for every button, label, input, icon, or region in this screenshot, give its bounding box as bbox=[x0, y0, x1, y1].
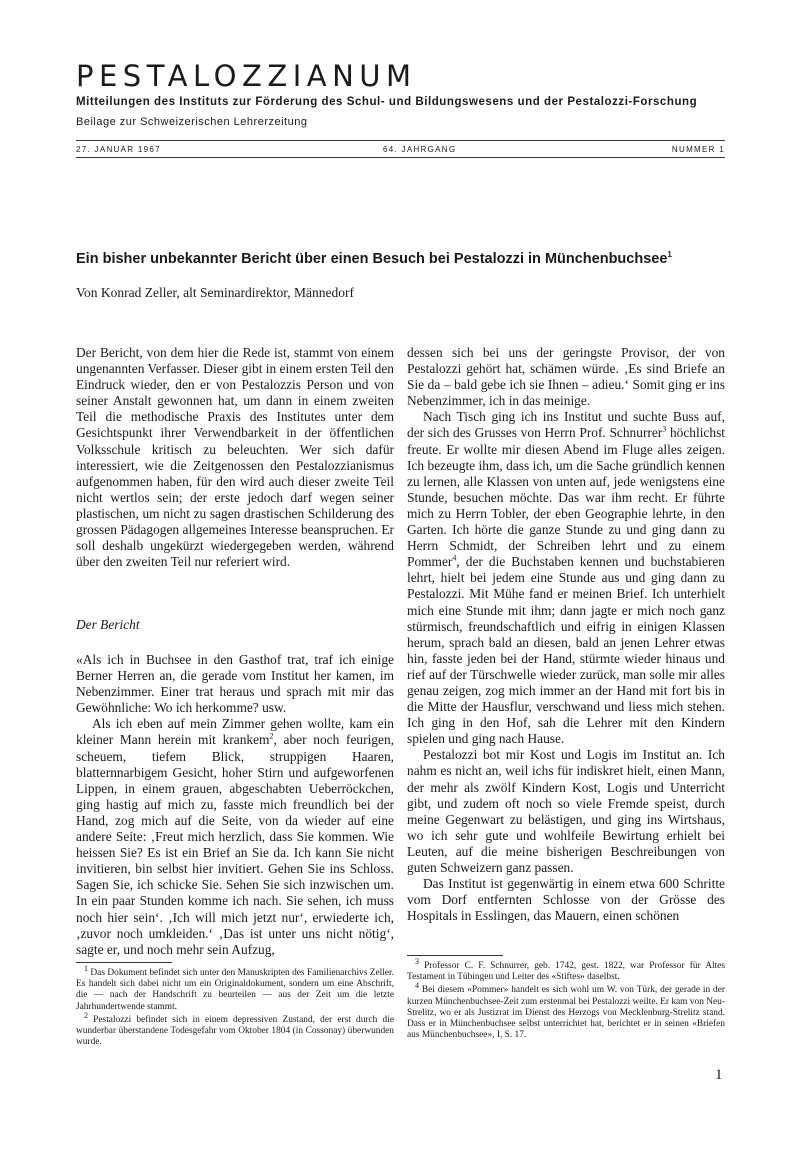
masthead-title: PESTALOZZIANUM bbox=[76, 59, 417, 93]
article-headline bbox=[76, 251, 672, 267]
headline-footnote-ref: 1 bbox=[667, 250, 672, 260]
footnote bbox=[76, 1010, 394, 1049]
footnote-text: Professor C. F. Schnurrer, geb. 1742, gest. 1822, war Professor für Altes Testament in Tübingen und Leiter des «Stiftes» daselbst. bbox=[407, 961, 725, 983]
paragraph-4a: Nach Tisch ging ich ins Institut und suchte Buss auf, der sich des Grusses von Herrn Prof. Schnurrer bbox=[407, 409, 725, 441]
footnotes-right bbox=[407, 956, 725, 1043]
intro-paragraph bbox=[76, 345, 394, 570]
footnote-ref-2: 2 bbox=[269, 732, 274, 741]
paragraph-2a: Als ich eben auf mein Zimmer gehen wollte, kam ein kleiner Mann herein mit krankem bbox=[76, 716, 394, 748]
footnote-text: Bei diesem «Pommer» handelt es sich wohl um W. von Türk, der gerade in der kurzen Münchenbuchsee-Zeit zum erstenmal bei Pestalozzi weilte. Er kam von Neu-Strelitz, wo er als Justizrat im Dienst des Herzogs von Mecklenburg-Strelitz stand. Dass er in Münchenbuchsee selbst unterrichtet hat, berichtet er in seinen «Briefen aus Münchenbuchsee», I, S. 17. bbox=[407, 985, 725, 1041]
masthead-supplement: Beilage zur Schweizerischen Lehrerzeitung bbox=[76, 116, 308, 128]
paragraph-3: dessen sich bei uns der geringste Provisor, der von Pestalozzi gehört hat, schämen würde. ‚Es sind Briefe an Sie da – bald gebe ich sie Ihnen – adieu.‘ Somit ging er ins Nebenzimmer, ich in das meinige. bbox=[407, 345, 725, 409]
footnote-text: Das Dokument befindet sich unter den Manuskripten des Familienarchivs Zeller. Es handelt sich dabei nicht um ein Originaldokument, sondern um eine Abschrift, die — nach der Handschrift zu beurteilen — aus der Zeit um die letzte Jahrhundertwende stammt. bbox=[76, 968, 394, 1012]
page-number: 1 bbox=[715, 1067, 723, 1083]
footnote bbox=[76, 963, 394, 1013]
column-left-body bbox=[76, 652, 394, 958]
issue-number: NUMMER 1 bbox=[671, 145, 725, 154]
paragraph-4 bbox=[407, 409, 725, 747]
masthead-subtitle: Mitteilungen des Instituts zur Förderung des Schul- und Bildungswesens und der Pestalozzi-Forschung bbox=[76, 96, 698, 108]
footnote-ref-3: 3 bbox=[662, 425, 667, 434]
bottom-rule bbox=[76, 157, 725, 158]
top-rule bbox=[76, 140, 725, 141]
intro-text: Der Bericht, von dem hier die Rede ist, stammt von einem ungenannten Verfasser. Dieser gibt in einem ersten Teil den Eindruck wieder, den er von Pestalozzis Person und von seiner Anstalt gewonnen hat, um dann in einem zweiten Teil die methodische Praxis des Institutes unter dem Gesichtspunkt ihrer Verwendbarkeit in der öffentlichen Volksschule kritisch zu beleuchten. Wer sich dafür interessiert, wie die Zeitgenossen den Pestalozzianismus aufgenommen haben, für den wird auch dieser zweite Teil nicht wertlos sein; der erste jedoch darf wegen seiner plastischen, um nicht zu sagen drastischen Schilderung des grossen Pädagogen allgemeines Interesse beanspruchen. Er soll deshalb ungekürzt wiedergegeben werden, während über den zweiten Teil nur referiert wird. bbox=[76, 345, 394, 570]
issue-date: 27. JANUAR 1967 bbox=[76, 145, 161, 154]
paragraph-6: Das Institut ist gegenwärtig in einem etwa 600 Schritte vom Dorf entfernten Schlosse von der Grösse des Hospitals in Esslingen, das Mauern, einen schönen bbox=[407, 876, 725, 924]
footnotes-left bbox=[76, 963, 394, 1050]
column-right-body bbox=[407, 345, 725, 924]
footnote-rule-left bbox=[76, 962, 172, 963]
paragraph-1: «Als ich in Buchsee in den Gasthof trat, traf ich einige Berner Herren an, die gerade vom Institut her kamen, im Nebenzimmer. Einer trat heraus und sprach mit mir das Gewöhnliche: Wo ich herkomme? usw. bbox=[76, 652, 394, 716]
footnote-number: 1 bbox=[84, 963, 88, 973]
footnote bbox=[407, 981, 725, 1041]
footnote-number: 4 bbox=[415, 981, 419, 991]
headline-text: Ein bisher unbekannter Bericht über einen Besuch bei Pestalozzi in Münchenbuchsee bbox=[76, 251, 668, 267]
footnote-ref-4: 4 bbox=[452, 553, 457, 563]
article-byline: Von Konrad Zeller, alt Seminardirektor, Männedorf bbox=[76, 285, 354, 300]
footnote-text: Pestalozzi befindet sich in einem depressiven Zustand, der erst durch die wunderbar überstandene Todesgefahr vom Oktober 1804 (in Cossonay) überwunden wurde. bbox=[76, 1014, 394, 1048]
paragraph-4b: höchlichst freute. Er wollte mir diesen Abend im Fluge alles zeigen. Ich bezeugte ihm, dass ich, um die Sache gründlich kennen zu lernen, alle Klassen von unten auf, jede wenigstens eine Stunde, besuchen möchte. Das war ihm recht. Er führte mich zu Herrn Tobler, der eben Geographie lehrte, in den Garten. Ich hörte die ganze Stunde zu und ging dann zu Herrn Schmidt, der Schreiben lehrt und zu einem Pommer bbox=[407, 425, 725, 570]
paragraph-4c: , der die Buchstaben kennen und buchstabieren lehrt, hielt bei jedem eine Stunde aus und ging dann zu Pestalozzi. Mit Mühe fand er meinen Brief. Ich unterhielt mich eine Stunde mit ihm; dann jagte er mich noch ganz stürmisch, freundschaftlich und eifrig in einigen Klassen herum, sprach bald an diesen, bald an jenen Lehrer etwas hin, fasste jeden bei der Hand, stürmte wieder hinaus und rief auf der Türschwelle wieder zurück, man solle mir alles genau zeigen, zog mich immer an der Hand mit fort bis in die Mitte der Hausflur, verschwand und liess mich stehen. Ich ging in den Hof, sah die Lehrer mit den Kindern spielen und ging nach Hause. bbox=[407, 554, 725, 747]
section-title: Der Bericht bbox=[76, 617, 140, 632]
footnote-number: 2 bbox=[84, 1010, 88, 1020]
paragraph-2 bbox=[76, 716, 394, 957]
footnote bbox=[407, 956, 725, 983]
issue-volume: 64. JAHRGANG bbox=[383, 145, 457, 154]
footnote-number: 3 bbox=[415, 956, 419, 966]
paragraph-5: Pestalozzi bot mir Kost und Logis im Institut an. Ich nahm es nicht an, weil ichs für indiskret hielt, einen Mann, der mehr als zwölf Kindern Kost, Logis und Unterricht gibt, und zudem oft noch so viele Fremde speist, durch meine Gegenwart zu belästigen, und ging ins Wirtshaus, wo ich sehr gute und wohlfeile Bewirtung erhielt bei Leuten, auf die meine bisherigen Beschreibungen von guten Schweizern ganz passen. bbox=[407, 747, 725, 875]
footnote-rule-right bbox=[407, 955, 503, 956]
paragraph-2b: , aber noch feurigen, scheuem, tiefem Blick, struppigen Haaren, blatternnarbigem Gesicht, hoher Stirn und aufgeworfenen Lippen, in einem grauen, abgeschabten Ueberröckchen, ging hastig auf mich zu, fasste mich freundlich bei der Hand, zog mich auf die Seite, von da wieder auf eine andere Seite: ‚Freut mich herzlich, dass Sie kommen. Wie heissen Sie? Es ist ein Brief an Sie da. Ich kann Sie nicht invitieren, bin selbst hier invitiert. Gehen Sie ins Schloss. Sagen Sie, ich schicke Sie. Sehen Sie sich inzwischen um. In ein paar Stunden komme ich nach. Sie sehen, ich muss noch hier sein‘. ‚Ich will mich jetzt nur‘, erwiederte ich, ‚zuvor noch umkleiden.‘ ‚Das ist unter uns nicht nötig‘, sagte er, und noch mehr sein Aufzug, bbox=[76, 732, 394, 957]
